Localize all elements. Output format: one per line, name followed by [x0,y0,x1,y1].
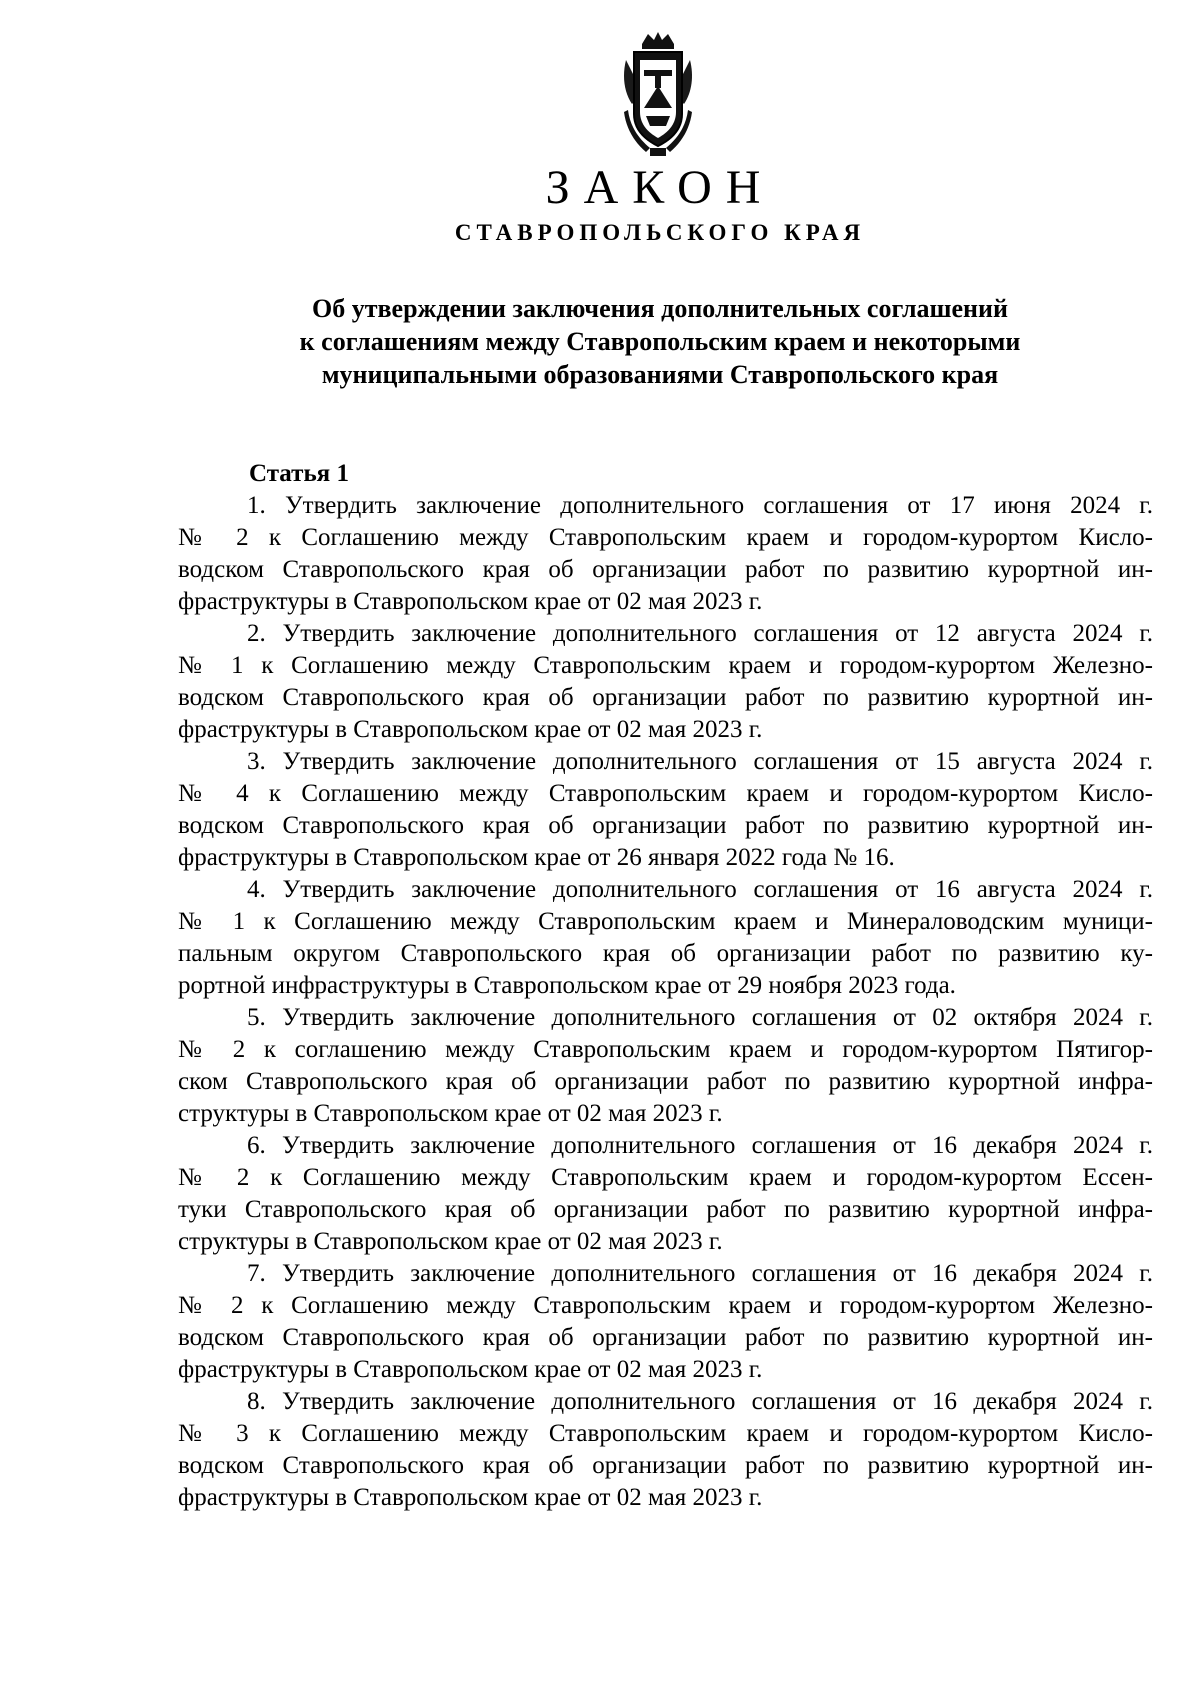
paragraph-line: ском Ставропольского края об организации работ по развитию курортной инфра- [178,1068,1153,1095]
paragraph-line: туки Ставропольского края об организации работ по развитию курортной инфра- [178,1196,1153,1223]
heading-line: Об утверждении заключения дополнительных соглашений [312,294,1008,323]
paragraph-line: № 2 к Соглашению между Ставропольским краем и городом-курортом Ессен- [178,1164,1153,1191]
article-title: Статья 1 [249,460,349,487]
paragraph-line: водском Ставропольского края об организации работ по развитию курортной ин- [178,556,1153,583]
document-title: ЗАКОН [545,161,775,214]
law-heading [240,292,1080,391]
paragraph-5 [178,1002,1153,1130]
paragraph-2 [178,618,1153,746]
paragraph-line: фраструктуры в Ставропольском крае от 02 мая 2023 г. [178,716,763,743]
paragraph-line: водском Ставропольского края об организации работ по развитию курортной ин- [178,1324,1153,1351]
paragraph-line: 8. Утвердить заключение дополнительного соглашения от 16 декабря 2024 г. [247,1388,1153,1415]
article-body [178,490,1153,1514]
paragraph-6 [178,1130,1153,1258]
paragraph-line: 7. Утвердить заключение дополнительного соглашения от 16 декабря 2024 г. [247,1260,1153,1287]
paragraph-line: № 2 к соглашению между Ставропольским краем и городом-курортом Пятигор- [178,1036,1153,1063]
heading-line: муниципальными образованиями Ставропольского края [321,360,999,389]
paragraph-3 [178,746,1153,874]
paragraph-line: структуры в Ставропольском крае от 02 мая 2023 г. [178,1228,723,1255]
paragraph-line: водском Ставропольского края об организации работ по развитию курортной ин- [178,812,1153,839]
paragraph-line: 1. Утвердить заключение дополнительного соглашения от 17 июня 2024 г. [247,492,1153,519]
paragraph-line: № 4 к Соглашению между Ставропольским краем и городом-курортом Кисло- [178,780,1153,807]
paragraph-line: фраструктуры в Ставропольском крае от 02 мая 2023 г. [178,1484,763,1511]
paragraph-line: 5. Утвердить заключение дополнительного соглашения от 02 октября 2024 г. [247,1004,1153,1031]
paragraph-line: № 3 к Соглашению между Ставропольским краем и городом-курортом Кисло- [178,1420,1153,1447]
paragraph-8 [178,1386,1153,1514]
paragraph-line: № 2 к Соглашению между Ставропольским краем и городом-курортом Железно- [178,1292,1153,1319]
paragraph-line: пальным округом Ставропольского края об организации работ по развитию ку- [178,940,1153,967]
paragraph-line: № 1 к Соглашению между Ставропольским краем и городом-курортом Железно- [178,652,1153,679]
paragraph-line: фраструктуры в Ставропольском крае от 02 мая 2023 г. [178,588,763,615]
coat-of-arms-emblem [620,30,696,158]
paragraph-line: № 1 к Соглашению между Ставропольским краем и Минераловодским муници- [178,908,1153,935]
paragraph-line: 4. Утвердить заключение дополнительного соглашения от 16 августа 2024 г. [247,876,1153,903]
paragraph-line: фраструктуры в Ставропольском крае от 26 января 2022 года № 16. [178,844,895,871]
paragraph-7 [178,1258,1153,1386]
paragraph-4 [178,874,1153,1002]
paragraph-line: водском Ставропольского края об организации работ по развитию курортной ин- [178,684,1153,711]
paragraph-line: 3. Утвердить заключение дополнительного соглашения от 15 августа 2024 г. [247,748,1153,775]
heading-line: к соглашениям между Ставропольским краем и некоторыми [299,327,1021,356]
paragraph-1 [178,490,1153,618]
paragraph-line: водском Ставропольского края об организации работ по развитию курортной ин- [178,1452,1153,1479]
paragraph-line: рортной инфраструктуры в Ставропольском крае от 29 ноября 2023 года. [178,972,956,999]
paragraph-line: 6. Утвердить заключение дополнительного соглашения от 16 декабря 2024 г. [247,1132,1153,1159]
paragraph-line: структуры в Ставропольском крае от 02 мая 2023 г. [178,1100,723,1127]
paragraph-line: 2. Утвердить заключение дополнительного соглашения от 12 августа 2024 г. [247,620,1153,647]
paragraph-line: фраструктуры в Ставропольском крае от 02 мая 2023 г. [178,1356,763,1383]
paragraph-line: № 2 к Соглашению между Ставропольским краем и городом-курортом Кисло- [178,524,1153,551]
document-subtitle: СТАВРОПОЛЬСКОГО КРАЯ [454,220,866,245]
